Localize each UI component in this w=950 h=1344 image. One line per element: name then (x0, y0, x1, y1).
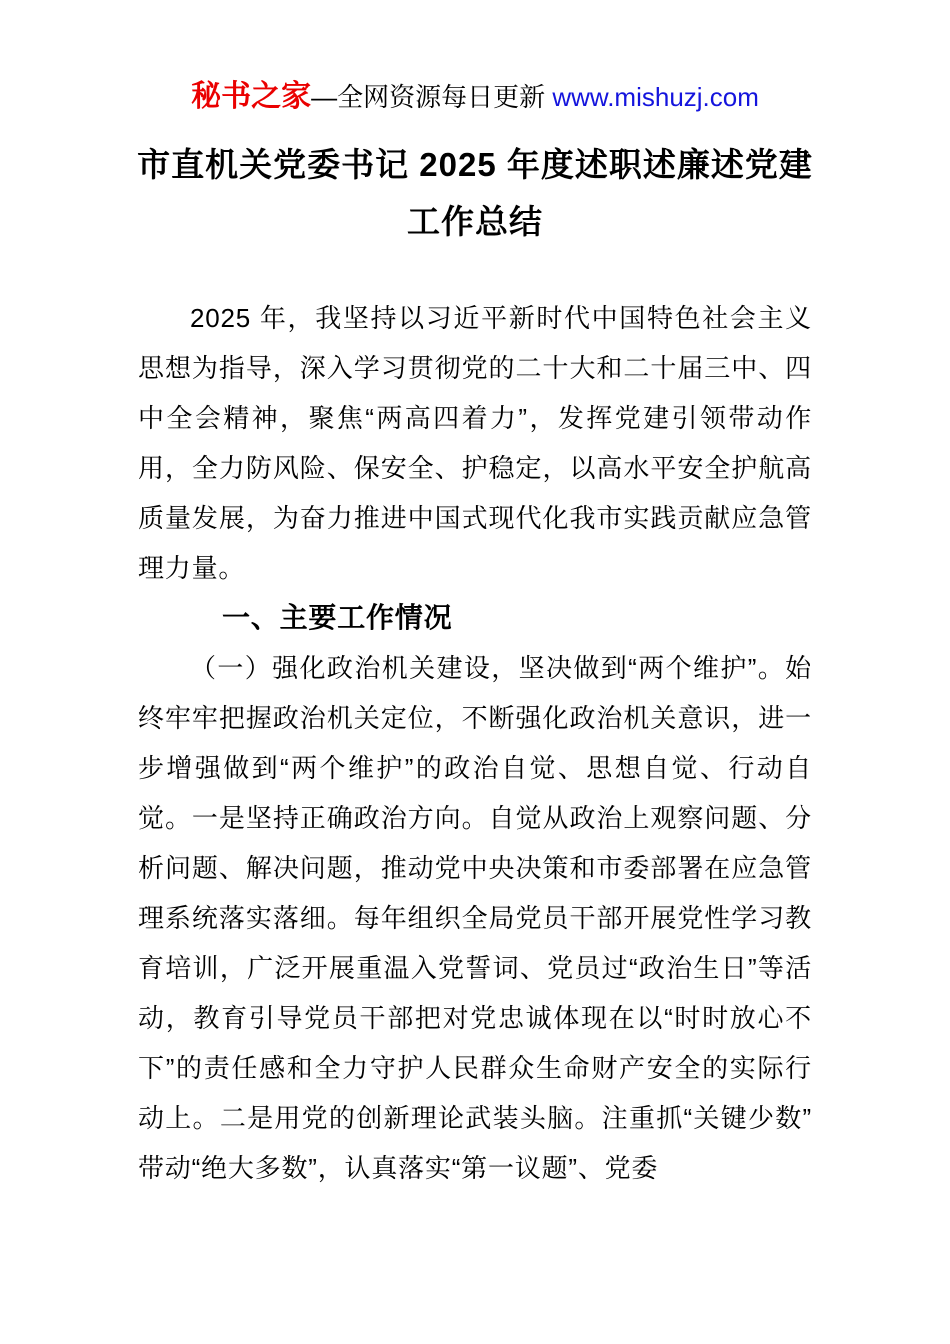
section-heading: 一、主要工作情况 (222, 602, 453, 633)
document-title: 市直机关党委书记 2025 年度述职述廉述党建工作总结 (137, 146, 813, 240)
intro-paragraph: 2025 年，我坚持以习近平新时代中国特色社会主义思想为指导，深入学习贯彻党的二十大和二十届三中、四中全会精神，聚焦“两高四着力”，发挥党建引领带动作用，全力防风险、保安全、护稳定，以高水平安全护航高质量发展，为奋力推进中国式现代化我市实践贡献应急管理力量。 (138, 303, 812, 583)
site-name: 秘书之家 (191, 80, 312, 113)
site-header (0, 0, 950, 114)
section-one-paragraph: （一）强化政治机关建设，坚决做到“两个维护”。始终牢牢把握政治机关定位，不断强化政治机关意识，进一步增强做到“两个维护”的政治自觉、思想自觉、行动自觉。一是坚持正确政治方向。自觉从政治上观察问题、分析问题、解决问题，推动党中央决策和市委部署在应急管理系统落实落细。每年组织全局党员干部开展党性学习教育培训，广泛开展重温入党誓词、党员过“政治生日”等活动，教育引导党员干部把对党忠诚体现在以“时时放心不下”的责任感和全力守护人民群众生命财产安全的实际行动上。二是用党的创新理论武装头脑。注重抓“关键少数”带动“绝大多数”，认真落实“第一议题”、党委 (138, 653, 812, 1183)
site-url-link[interactable]: www.mishuzj.com (552, 82, 759, 112)
site-tagline: —全网资源每日更新 (311, 82, 553, 112)
document-body (138, 293, 812, 1193)
